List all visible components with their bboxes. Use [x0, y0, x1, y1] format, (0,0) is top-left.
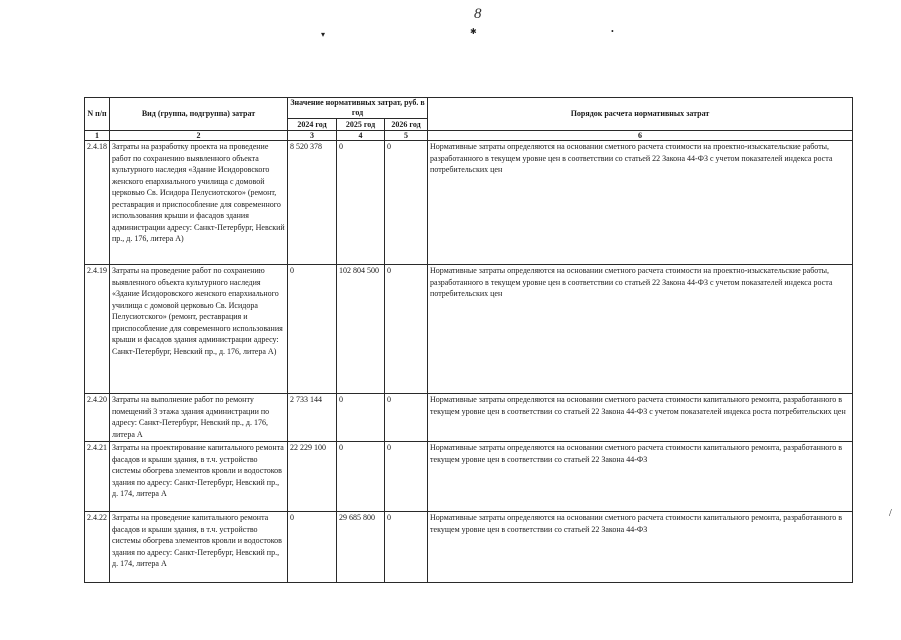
header-year-2025: 2025 год: [337, 119, 385, 131]
value-2024: 2 733 144: [288, 394, 337, 442]
calc-order: Нормативные затраты определяются на основании сметного расчета стоимости на проектно-изыскательские работы, разработанного в текущем уровне цен в соответствии со статьей 22 Закона 44-ФЗ с учетом показателей индекса роста потребительских цен: [428, 265, 853, 394]
value-2025: 0: [337, 141, 385, 265]
row-number: 2.4.20: [85, 394, 110, 442]
value-2026: 0: [385, 442, 428, 512]
header-type: Вид (группа, подгруппа) затрат: [110, 98, 288, 131]
row-number: 2.4.18: [85, 141, 110, 265]
header-values: Значение нормативных затрат, руб. в год: [288, 98, 428, 119]
cost-type: Затраты на разработку проекта на проведение работ по сохранению выявленного объекта культурного наследия «Здание Исидоровского женского епархиального училища с домовой церковью Св. Исидора Пелусиотского» (ремонт, реставрация и приспособление для современного использования крыши и фасадов здания администрации адресу: Санкт-Петербург, Невский пр., д. 176, литера А): [110, 141, 288, 265]
header-num: N п/п: [85, 98, 110, 131]
row-number: 2.4.22: [85, 512, 110, 583]
column-number: 3: [288, 131, 337, 141]
value-2025: 0: [337, 442, 385, 512]
header-row: [85, 98, 853, 119]
cost-type: Затраты на выполнение работ по ремонту помещений 3 этажа здания администрации по адресу: Санкт-Петербург, Невский пр., д. 176, литера А: [110, 394, 288, 442]
value-2025: 29 685 800: [337, 512, 385, 583]
value-2025: 0: [337, 394, 385, 442]
calc-order: Нормативные затраты определяются на основании сметного расчета стоимости капитального ремонта, разработанного в текущем уровне цен в соответствии со статьей 22 Закона 44-ФЗ: [428, 442, 853, 512]
column-number: 4: [337, 131, 385, 141]
table-row: [85, 265, 853, 394]
table-row: [85, 512, 853, 583]
page-number: 8: [474, 6, 482, 22]
column-number: 1: [85, 131, 110, 141]
cost-type: Затраты на проведение капитального ремонта фасадов и крыши здания, в т.ч. устройство системы обогрева элементов кровли и водостоков здания по адресу: Санкт-Петербург, Невский пр., д. 174, литера А: [110, 512, 288, 583]
header-year-2024: 2024 год: [288, 119, 337, 131]
value-2025: 102 804 500: [337, 265, 385, 394]
value-2026: 0: [385, 512, 428, 583]
value-2024: 22 229 100: [288, 442, 337, 512]
value-2024: 0: [288, 512, 337, 583]
column-number-row: [85, 131, 853, 141]
scan-speck: /: [889, 508, 892, 519]
cost-type: Затраты на проектирование капитального ремонта фасадов и крыши здания, в т.ч. устройство системы обогрева элементов кровли и водостоков здания по адресу: Санкт-Петербург, Невский пр., д. 174, литера А: [110, 442, 288, 512]
value-2024: 0: [288, 265, 337, 394]
scan-speck: ▾: [321, 30, 326, 39]
table-row: [85, 141, 853, 265]
table-row: [85, 442, 853, 512]
column-number: 2: [110, 131, 288, 141]
header-year-2026: 2026 год: [385, 119, 428, 131]
calc-order: Нормативные затраты определяются на основании сметного расчета стоимости капитального ремонта, разработанного в текущем уровне цен в соответствии со статьей 22 Закона 44-ФЗ: [428, 512, 853, 583]
calc-order: Нормативные затраты определяются на основании сметного расчета стоимости на проектно-изыскательские работы, разработанного в текущем уровне цен в соответствии со статьей 22 Закона 44-ФЗ с учетом показателей индекса роста потребительских цен: [428, 141, 853, 265]
value-2024: 8 520 378: [288, 141, 337, 265]
scan-speck: •: [611, 27, 614, 36]
value-2026: 0: [385, 141, 428, 265]
column-number: 5: [385, 131, 428, 141]
scan-speck: ✱: [470, 27, 477, 36]
header-order: Порядок расчета нормативных затрат: [428, 98, 853, 131]
cost-table: [84, 97, 853, 583]
value-2026: 0: [385, 265, 428, 394]
cost-type: Затраты на проведение работ по сохранению выявленного объекта культурного наследия «Здание Исидоровского женского епархиального училища с домовой церковью Св. Исидора Пелусиотского» (ремонт, реставрация и приспособление для современного использования крыши и фасадов здания администрации адресу: Санкт-Петербург, Невский пр., д. 176, литера А): [110, 265, 288, 394]
calc-order: Нормативные затраты определяются на основании сметного расчета стоимости капитального ремонта, разработанного в текущем уровне цен в соответствии со статьей 22 Закона 44-ФЗ с учетом показателей индекса роста потребительских цен: [428, 394, 853, 442]
row-number: 2.4.19: [85, 265, 110, 394]
table-row: [85, 394, 853, 442]
row-number: 2.4.21: [85, 442, 110, 512]
value-2026: 0: [385, 394, 428, 442]
column-number: 6: [428, 131, 853, 141]
